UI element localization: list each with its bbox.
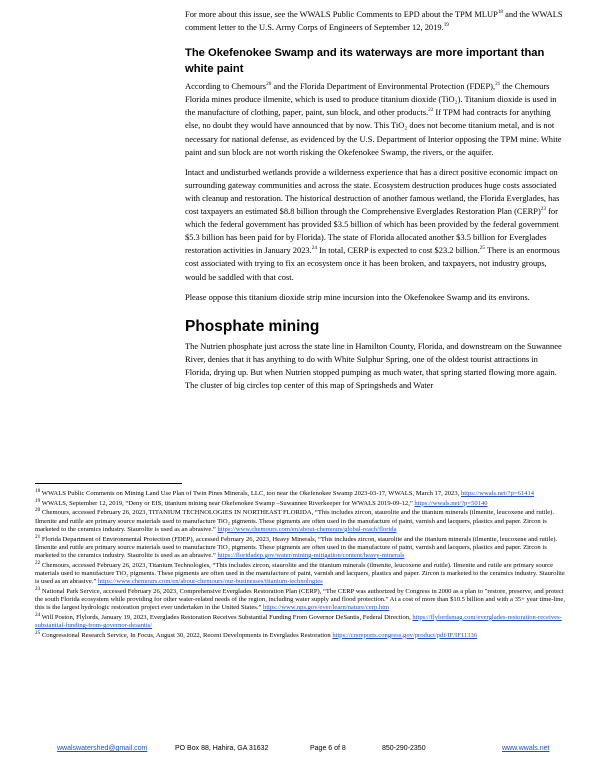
footnote-link[interactable]: https://www.chemours.com/en/about-chemours/global-reach/florida [217,525,397,533]
footnote-text: Chemours, accessed February 26, 2023, Titanium Technologies, “This includes zircon, staurolite and the titanium minerals (ilmenite, leucoxene and rutile). Ilmenite and rutile are primary source materials used to manufacture TiO₂ pigments. These pigments are often used in the manufacture of paint, varnish and lacquers, plastics and paper. Zircon is marketed to the ceramics industry. Staurolite is used as an abrasive.” [35,561,565,586]
footer-email-link[interactable]: wwalswatershed@gmail.com [57,745,148,752]
okefenokee-paragraph-2 [185,166,565,284]
footnote-ref-21[interactable]: 21 [495,81,501,88]
footnote-ref-24[interactable]: 24 [311,245,317,252]
footnote-text: WWALS, September 12, 2019, “Deny or EIS, titanium mining near Okefenokee Swamp –Suwannee Riverkeeper for WWALS 2019-09-12,” [40,499,415,507]
footnote-number: 18 [35,487,41,494]
footnote-text: Chemours, accessed February 26, 2023, TITANIUM TECHNOLOGIES IN NORTHEAST FLORIDA, “This includes zircon, staurolite and the titanium minerals (ilmenite, leucoxene and rutile). Ilmenite and rutile are primary source materials used to manufacture TiO₂ pigments. These pigments are often used in the manufacture of paint, varnish and lacquers, plastics and paper. Zircon is marketed to the ceramics industry. Staurolite is used as an abrasive.” [35,509,555,533]
footnote-link[interactable]: https://wwals.net/?p=61414 [460,490,535,497]
footnote-ref-22[interactable]: 22 [428,107,434,114]
footnote [35,559,565,587]
footnote-text: WWALS Public Comments on Mining Land Use Plan of Twin Pines Minerals, LLC, too near the Okefenokee Swamp 2023-03-17, WWALS, March 17, 2023, [40,490,461,497]
intro-paragraph [185,8,565,34]
paragraph-text: for which the federal government has provided $3.5 billion of which has been provided by the federal government $5.3 billion has been paid for by Florida). The state of Florida allocated another $3.5 billion for Everglades restoration activities in January 2023. [185,206,559,256]
footnote-link[interactable]: https://www.nps.gov/ever/learn/nature/cerp.htm [263,604,390,612]
paragraph-text: According to Chemours [185,81,267,92]
footer-phone: 850-290-2350 [382,745,426,752]
footnote [35,533,565,561]
footnote-link[interactable]: https://floridadep.gov/water/mining-mitigation/content/heavy-minerals [217,551,405,559]
footer-page-number: Page 6 of 8 [310,745,346,752]
footnote-number: 19 [35,497,41,504]
footer-address: PO Box 88, Hahira, GA 31632 [175,745,269,752]
footnote-text: Florida Department of Environmental Protection (FDEP), accessed February 26, 2023, Heavy Minerals, “This includes zircon, staurolite and the titanium minerals (ilmenite, leucoxene and rutile). Ilmenite and rutile are primary source materials used to manufacture TiO₂ pigments. These pigments are often used in the manufacture of paint, varnish and lacquers, plastics and paper. Zircon is marketed to the ceramics industry. Staurolite is used as an abrasive.” [35,535,558,559]
footnote [35,497,565,508]
intro-text: and the WWALS comment letter to the U.S. Army Corps of Engineers of September 12, 2019. [185,9,563,33]
footnote-ref-23[interactable]: 23 [540,206,546,213]
footnote-number: 20 [35,507,41,514]
footnote [35,509,565,534]
footnote-ref-20[interactable]: 20 [266,81,272,88]
footnote [35,611,565,630]
footer-website-link[interactable]: www.wwals.net [502,745,550,752]
footnote-separator [35,483,182,484]
section-heading-phosphate: Phosphate mining [185,317,320,335]
footnote-link[interactable]: https://crsreports.congress.gov/product/pdf/IF/IF11336 [332,631,478,639]
okefenokee-paragraph-1 [185,80,565,159]
phosphate-paragraph-1: The Nutrien phosphate just across the state line in Hamilton County, Florida, and downstream on the Suwannee River, denies that it has anything to do with White Sulphur Spring, one of the oldest tourist attractions in Florida, drying up. But when Nutrien stopped pumping as much water, that spring started flowing more again. The cluster of big circles top center of this map of Springsheds and Water [185,340,562,390]
footnote-ref-18[interactable]: 18 [497,9,503,16]
footnote-number: 22 [35,559,41,566]
footnote-number: 21 [35,533,41,540]
footnote-link[interactable]: https://www.chemours.com/en/about-chemours/our-businesses/titanium-technologies [98,578,323,586]
paragraph-text: There is an enormous cost associated with trying to fix an ecosystem once it has been broken, and taxpayers, not industry groups, would be saddled with that cost. [185,245,560,282]
intro-text: For more about this issue, see the WWALS Public Comments to EPD about the TPM MLUP [185,9,498,19]
footnote-text: Will Poston, Flylords, January 19, 2023, Everglades Restoration Receives Substantial Funding From Governor DeSantis, Federal Direction, [40,613,413,621]
paragraph-text: Intact and undisturbed wetlands provide a wilderness experience that has a direct positive economic impact on surrounding gateway communities and across the state. Ecosystem destruction produces huge costs associated with cleanup and restoration. The historical destruction of another famous wetland, the Florida Everglades, has cost taxpayers an estimated $8.8 billion through the Comprehensive Everglades Restoration Plan (CERP) [185,166,560,217]
paragraph-text: the Chemours Florida mines produce ilmenite, which is used to produce titanium dioxide (TiO₂). Titanium dioxide is used in the manufacture of clothing, paper, paint, sun block, and other products. [185,81,557,118]
footnote-ref-19[interactable]: 19 [443,22,449,29]
footnote [35,585,565,613]
footnote-number: 23 [35,585,41,592]
okefenokee-paragraph-3: Please oppose this titanium dioxide strip mine incursion into the Okefenokee Swamp and its environs. [185,291,530,302]
paragraph-text: and the Florida Department of Environmental Protection (FDEP), [271,81,496,92]
footnote-number: 25 [35,629,41,636]
footnote-ref-25[interactable]: 25 [479,245,485,252]
footnote-text: National Park Service, accessed February 26, 2023, Comprehensive Everglades Restoration Plan (CERP), “The CERP was authorized by Congress in 2000 as a plan to "restore, preserve, and protect the south Florida ecosystem while providing for other water-related needs of the region, including water supply and flood protection." At a cost of more than $10.5 billion and with a 35+ year time-line, this is the largest hydrologic restoration project ever undertaken in the United States.” [35,587,565,612]
page-body [185,8,565,392]
footnote-text: Congressional Research Service, In Focus, August 30, 2022, Recent Developments in Everglades Restoration [40,631,333,639]
page-footer [0,745,600,759]
paragraph-text: In total, CERP is expected to cost $23.2 billion. [316,245,480,256]
footnote-number: 24 [35,611,41,618]
footnote [35,629,565,640]
footnote-link[interactable]: https://flylordsmag.com/everglades-restoration-receives-substantial-funding-from-governor-desantis/ [35,613,562,630]
paragraph-text: If TPM had contracts for anything else, no doubt they would have announced that by now. This TiO₂ does not become titanium metal, and is not necessary for national defense, as evidenced by the U.S. Department of Interior opposing the TPM mine. White paint and sun block are not worth risking the Okefenokee Swamp, the rivers, or the aquifer. [185,107,562,157]
section-heading-okefenokee: The Okefenokee Swamp and its waterways are more important than white paint [185,47,545,75]
footnotes [35,483,565,641]
footnote [35,487,565,498]
footnote-link[interactable]: https://wwals.net/?p=50140 [414,499,488,507]
